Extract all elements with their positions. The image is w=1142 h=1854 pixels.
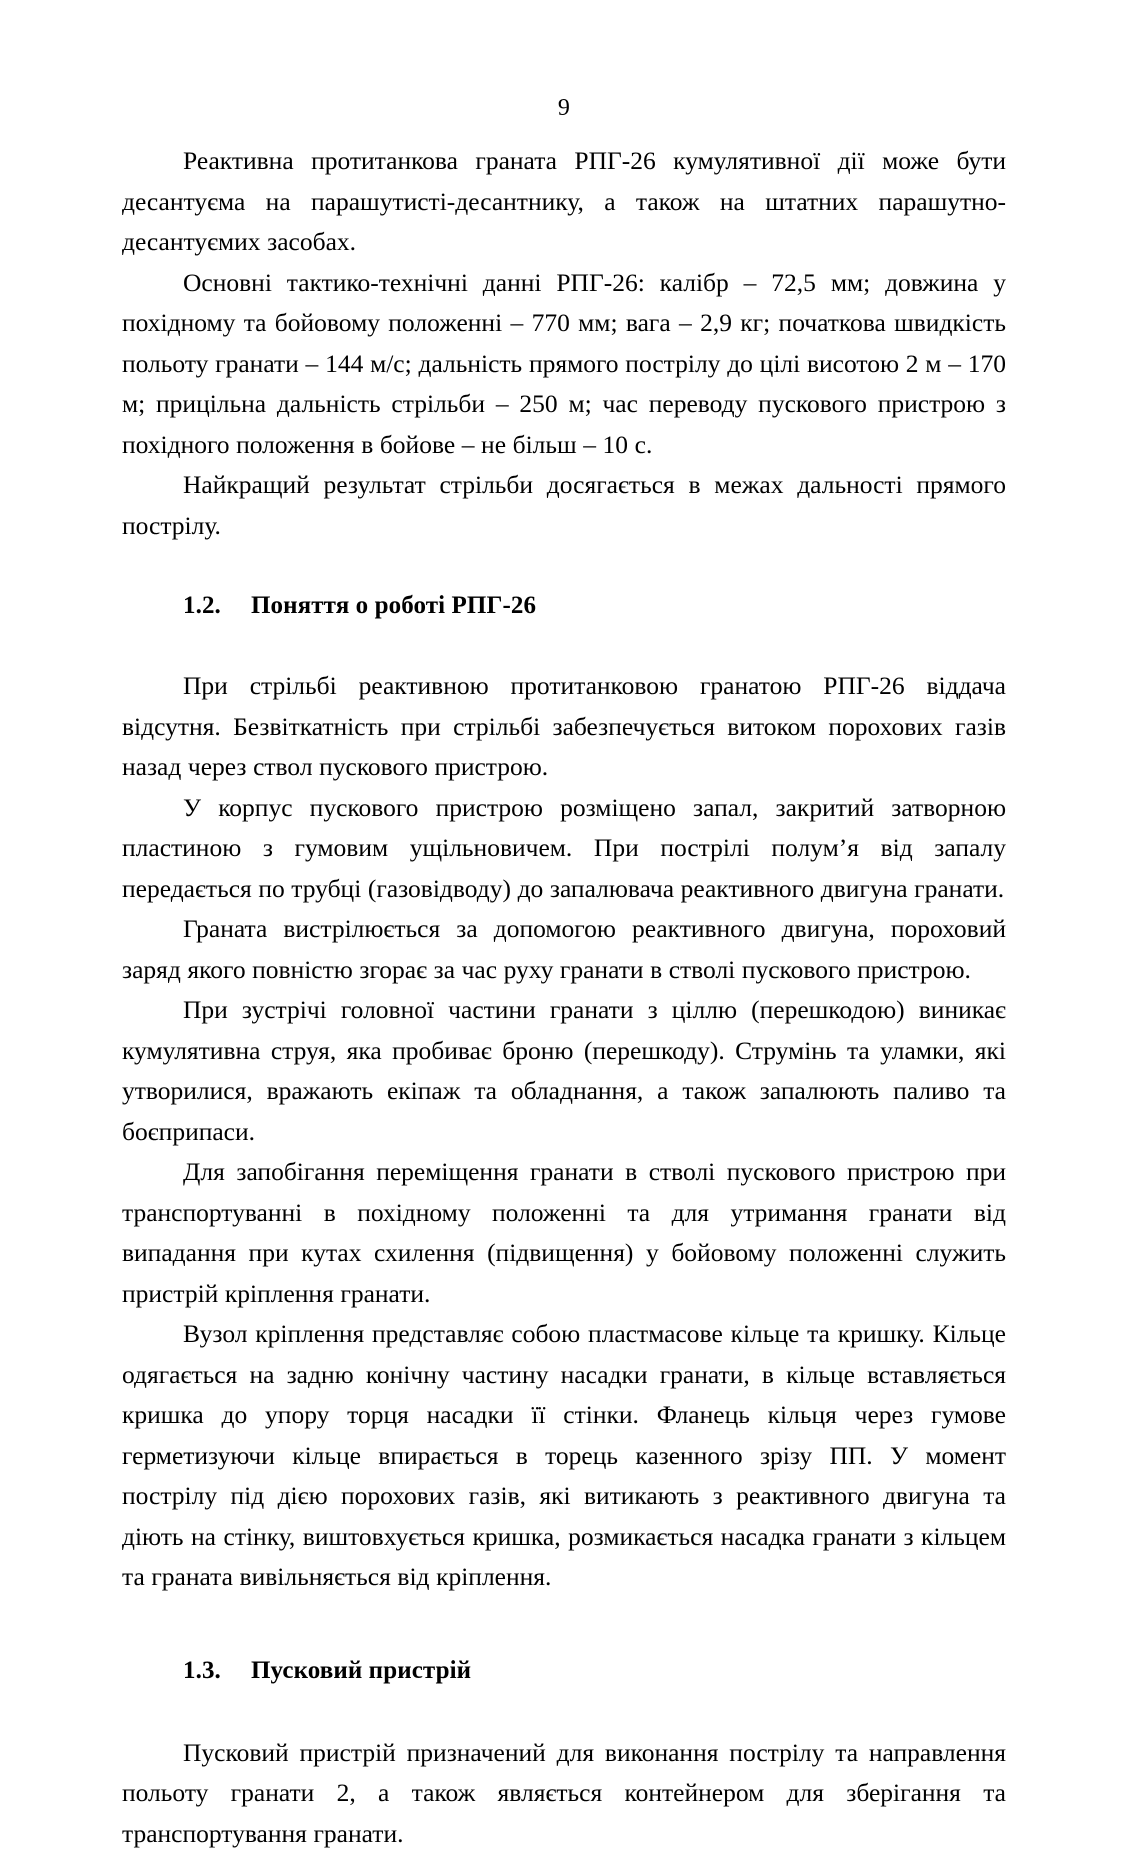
section-heading-1-3 bbox=[122, 1651, 1006, 1691]
spacer-before-heading-1-3 bbox=[122, 1598, 1006, 1651]
paragraph-2: Основні тактико-технічні данні РПГ-26: калібр – 72,5 мм; довжина у похідному та бойовому положенні – 770 мм; вага – 2,9 кг; початкова швидкість польоту гранати – 144 м/с; дальність прямого пострілу до цілі висотою 2 м – 170 м; прицільна дальність стрільби – 250 м; час переводу пускового пристрою з похідного положення в бойове – не більш – 10 с. bbox=[122, 263, 1006, 466]
section-heading-1-3-number: 1.3. bbox=[183, 1651, 251, 1691]
section-heading-1-2 bbox=[122, 586, 1006, 626]
paragraph-7: При зустрічі головної частини гранати з ціллю (перешкодою) виникає кумулятивна струя, яка пробиває броню (перешкоду). Струмінь та уламки, які утворилися, вражають екіпаж та обладнання, а також запалюють паливо та боєприпаси. bbox=[122, 990, 1006, 1152]
page-number: 9 bbox=[122, 96, 1006, 120]
section-heading-1-2-title: Поняття о роботі РПГ-26 bbox=[251, 592, 536, 619]
spacer-after-heading-1-3 bbox=[122, 1691, 1006, 1733]
paragraph-1: Реактивна протитанкова граната РПГ-26 кумулятивної дії може бути десантуєма на парашутисті-десантнику, а також на штатних парашутно-десантуємих засобах. bbox=[122, 141, 1006, 263]
paragraph-9: Вузол кріплення представляє собою пластмасове кільце та кришку. Кільце одягається на задню конічну частину насадки гранати, в кільце вставляється кришка до упору торця насадки її стінки. Фланець кільця через гумове герметизуючи кільце впирається в торець казенного зрізу ПП. У момент пострілу під дією порохових газів, які витикають з реактивного двигуна та діють на стінку, виштовхується кришка, розмикається насадка гранати з кільцем та граната вивільняється від кріплення. bbox=[122, 1314, 1006, 1598]
spacer-after-heading-1-2 bbox=[122, 626, 1006, 666]
section-heading-1-2-number: 1.2. bbox=[183, 586, 251, 626]
paragraph-5: У корпус пускового пристрою розміщено запал, закритий затворною пластиною з гумовим ущільновичем. При пострілі полум’я від запалу передається по трубці (газовідводу) до запалювача реактивного двигуна гранати. bbox=[122, 788, 1006, 910]
paragraph-4: При стрільбі реактивною протитанковою гранатою РПГ-26 віддача відсутня. Безвіткатність при стрільбі забезпечується витоком порохових газів назад через ствол пускового пристрою. bbox=[122, 666, 1006, 788]
paragraph-6: Граната вистрілюється за допомогою реактивного двигуна, пороховий заряд якого повністю згорає за час руху гранати в стволі пускового пристрою. bbox=[122, 909, 1006, 990]
spacer-before-heading-1-2 bbox=[122, 546, 1006, 586]
section-heading-1-3-title: Пусковий пристрій bbox=[251, 1657, 471, 1684]
paragraph-8: Для запобігання переміщення гранати в стволі пускового пристрою при транспортуванні в похідному положенні та для утримання гранати від випадання при кутах схилення (підвищення) у бойовому положенні служить пристрій кріплення гранати. bbox=[122, 1152, 1006, 1314]
paragraph-10: Пусковий пристрій призначений для виконання пострілу та направлення польоту гранати 2, а також являється контейнером для зберігання та транспортування гранати. bbox=[122, 1733, 1006, 1854]
paragraph-3: Найкращий результат стрільби досягається в межах дальності прямого пострілу. bbox=[122, 465, 1006, 546]
page-content bbox=[122, 0, 1006, 1854]
